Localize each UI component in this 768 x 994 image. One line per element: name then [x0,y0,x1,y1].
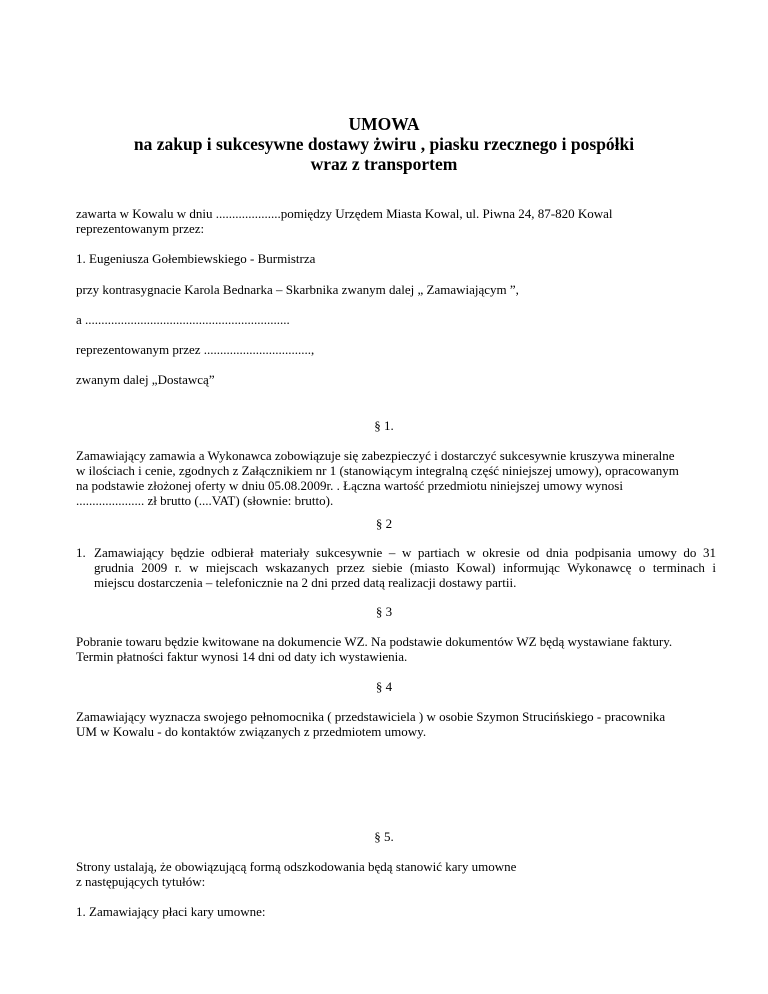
section-3-heading: § 3 [375,604,393,619]
section-1-line-3: na podstawie złożonej oferty w dniu 05.08.2009r. . Łączna wartość przedmiotu niniejszej umowy wynosi [76,478,623,493]
intro-line-2: reprezentowanym przez: [76,221,205,236]
section-5-item-1: 1. Zamawiający płaci kary umowne: [76,904,266,919]
intro-line-1: zawarta w Kowalu w dniu ....................pomiędzy Urzędem Miasta Kowal, ul. Piwna 24, 87-820 Kowal [76,206,613,221]
section-1-heading: § 1. [374,418,394,433]
section-2-heading: § 2 [375,516,393,531]
section-4-line-2: UM w Kowalu - do kontaktów związanych z przedmiotem umowy. [76,724,427,739]
section-1-line-4: ..................... zł brutto (....VAT) (słownie: brutto). [76,493,334,508]
section-4-line-1: Zamawiający wyznacza swojego pełnomocnika ( przedstawiciela ) w osobie Szymon Strucińskiego - pracownika [76,709,666,724]
section-1-line-1: Zamawiający zamawia a Wykonawca zobowiązuje się zabezpieczyć i dostarczyć sukcesywnie kruszywa mineralne [76,448,675,463]
represented-by-line: reprezentowanym przez ................................., [76,342,315,357]
section-3-line-1: Pobranie towaru będzie kwitowane na dokumencie WZ. Na podstawie dokumentów WZ będą wystawiane faktury. [76,634,673,649]
section-1-line-2: w ilościach i cenie, zgodnych z Załącznikiem nr 1 (stanowiącym integralną część niniejszej umowy), opracowanym [76,463,679,478]
section-5-heading: § 5. [374,829,394,844]
representative-1: 1. Eugeniusza Gołembiewskiego - Burmistrza [76,251,316,266]
section-2-line-2: grudnia 2009 r. w miejscach wskazanych przez siebie (miasto Kowal) informując Wykonawcę o terminach i [94,560,716,575]
document-title: UMOWA [348,114,420,134]
document-subtitle-line-1: na zakup i sukcesywne dostawy żwiru , piasku rzecznego i pospółki [133,134,635,154]
section-4-heading: § 4 [375,679,393,694]
document-subtitle-line-2: wraz z transportem [310,154,458,174]
section-3-line-2: Termin płatności faktur wynosi 14 dni od daty ich wystawienia. [76,649,408,664]
countersign-line: przy kontrasygnacie Karola Bednarka – Skarbnika zwanym dalej „ Zamawiającym ”, [76,282,519,297]
section-2-line-1: Zamawiający będzie odbierał materiały sukcesywnie – w partiach w okresie od dnia podpisania umowy do 31 [94,545,716,560]
item-number: 1. [76,545,86,560]
called-supplier-line: zwanym dalej „Dostawcą” [76,372,215,387]
section-2-line-3: miejscu dostarczenia – telefonicznie na 2 dni przed datą realizacji dostawy partii. [94,575,517,590]
section-5-line-1: Strony ustalają, że obowiązującą formą odszkodowania będą stanowić kary umowne [76,859,517,874]
party-a-line: a ............................................................... [76,312,290,327]
section-5-line-2: z następujących tytułów: [76,874,206,889]
